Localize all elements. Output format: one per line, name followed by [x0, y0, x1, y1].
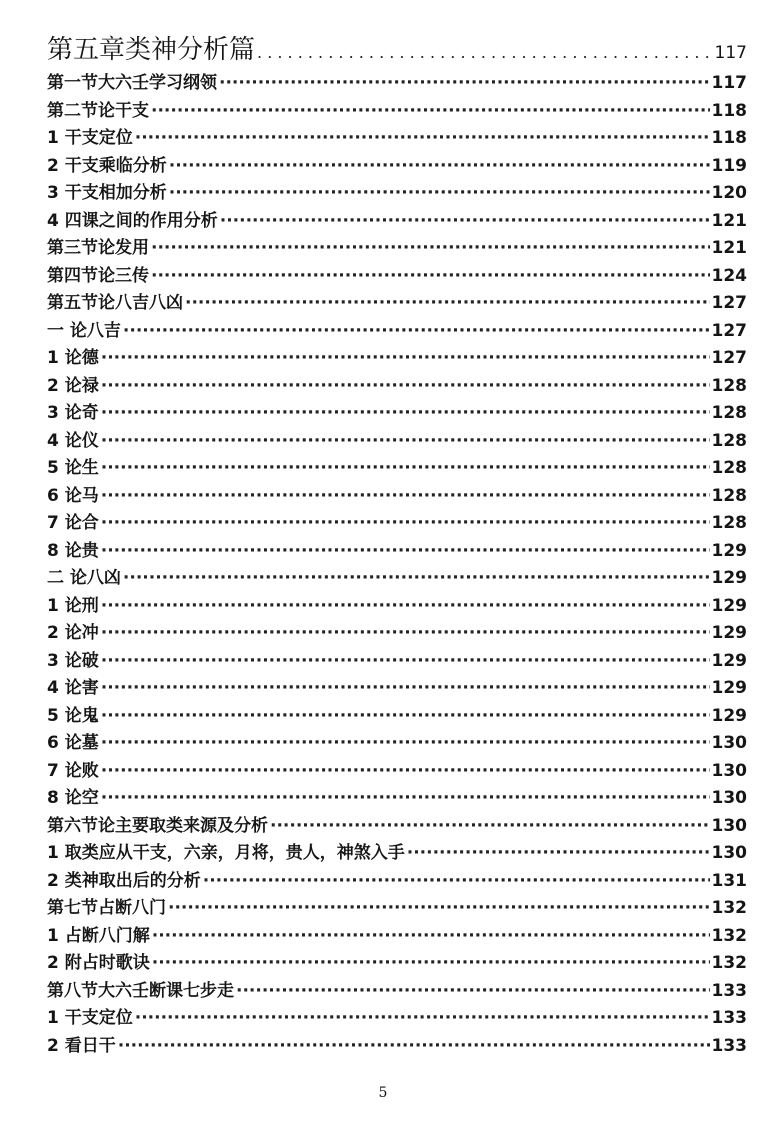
toc-entry-label: 4 论仪	[47, 430, 99, 451]
toc-entry-label: 6 论墓	[47, 733, 99, 753]
toc-entry[interactable]	[47, 263, 747, 291]
toc-entry[interactable]	[47, 1005, 747, 1033]
toc-entry-label: 第四节论三传	[47, 265, 149, 286]
toc-entry-page: 132	[711, 953, 747, 973]
toc-entry-page: 117	[714, 43, 747, 63]
toc-entry[interactable]	[47, 235, 747, 263]
toc-entry[interactable]	[47, 593, 747, 621]
toc-entry-page: 120	[711, 183, 747, 203]
toc-entry-page: 133	[711, 980, 747, 1001]
toc-entry[interactable]	[47, 785, 747, 813]
toc-dot-leader	[123, 565, 710, 593]
toc-entry-label: 第一节大六壬学习纲领	[47, 73, 217, 93]
toc-dot-leader	[151, 235, 710, 263]
toc-entry-label: 1 取类应从干支，六亲，月将，贵人，神煞入手	[47, 843, 405, 863]
toc-entry-page: 121	[711, 210, 747, 231]
toc-entry-label: 7 论败	[47, 760, 99, 781]
toc-entry-label: 3 论破	[47, 650, 99, 671]
toc-entry-label: 1 论德	[47, 348, 99, 368]
toc-entry[interactable]	[47, 98, 747, 126]
toc-entry-label: 1 论刑	[47, 595, 99, 616]
toc-entry[interactable]	[47, 125, 747, 153]
toc-entry-label: 第八节大六壬断课七步走	[47, 980, 234, 1001]
toc-entry[interactable]	[47, 483, 747, 511]
toc-entry-page: 130	[711, 733, 747, 753]
toc-entry[interactable]	[47, 1033, 747, 1061]
toc-entry-label: 1 占断八门解	[47, 925, 150, 946]
toc-entry-page: 129	[711, 623, 747, 643]
toc-entry[interactable]	[47, 758, 747, 786]
toc-entry-page: 129	[711, 650, 747, 671]
toc-dot-leader	[407, 840, 710, 868]
toc-entry-page: 130	[711, 843, 747, 863]
toc-dot-leader	[135, 1005, 710, 1033]
toc-dot-leader	[152, 950, 710, 978]
toc-entry[interactable]	[47, 895, 747, 923]
toc-entry-label: 7 论合	[47, 513, 99, 533]
toc-entry-page: 129	[711, 540, 747, 561]
toc-entry[interactable]	[47, 675, 747, 703]
toc-dot-leader	[101, 345, 710, 373]
toc-entry[interactable]	[47, 703, 747, 731]
toc-entry-label: 第二节论干支	[47, 100, 149, 121]
toc-dot-leader	[101, 730, 710, 758]
toc-entry-page: 128	[711, 513, 747, 533]
toc-entry-label: 第五节论八吉八凶	[47, 293, 183, 313]
toc-entry[interactable]	[47, 345, 747, 373]
toc-entry-page: 133	[711, 1008, 747, 1028]
toc-entry-page: 127	[711, 320, 747, 341]
toc-dot-leader	[101, 510, 710, 538]
toc-entry-page: 124	[711, 265, 747, 286]
toc-entry-label: 第七节占断八门	[47, 898, 166, 918]
toc-entry[interactable]	[47, 400, 747, 428]
toc-entry-page: 118	[711, 128, 747, 148]
toc-entry-label: 5 论生	[47, 458, 99, 478]
toc-dot-leader	[101, 758, 710, 786]
toc-dot-leader	[236, 978, 710, 1006]
toc-entry-label: 第五章类神分析篇	[47, 35, 256, 65]
toc-entry-page: 118	[711, 100, 747, 121]
toc-entry-page: 132	[711, 925, 747, 946]
toc-dot-leader	[185, 290, 710, 318]
toc-entry-label: 2 类神取出后的分析	[47, 870, 201, 891]
toc-entry[interactable]	[47, 373, 747, 401]
toc-entry-label: 二 论八凶	[47, 568, 121, 588]
toc-entry-page: 133	[711, 1035, 747, 1056]
toc-dot-leader	[270, 813, 710, 841]
toc-dot-leader	[203, 868, 710, 896]
toc-dot-leader	[101, 428, 710, 456]
toc-dot-leader	[220, 208, 710, 236]
toc-dot-leader	[101, 675, 710, 703]
toc-entry-page: 128	[711, 485, 747, 506]
toc-entry[interactable]	[47, 648, 747, 676]
toc-entry[interactable]	[47, 455, 747, 483]
toc-dot-leader	[169, 180, 710, 208]
toc-entry-label: 1 干支定位	[47, 128, 133, 148]
toc-dot-leader	[101, 785, 710, 813]
toc-entry[interactable]	[47, 730, 747, 758]
toc-entry-label: 一 论八吉	[47, 320, 121, 341]
toc-entry[interactable]	[47, 565, 747, 593]
toc-entry-label: 2 附占时歌诀	[47, 953, 150, 973]
toc-entry-label: 3 论奇	[47, 403, 99, 423]
toc-entry-label: 5 论鬼	[47, 705, 99, 726]
toc-entry-label: 1 干支定位	[47, 1008, 133, 1028]
toc-entry-label: 第六节论主要取类来源及分析	[47, 815, 268, 836]
toc-dot-leader	[118, 1033, 710, 1061]
toc-dot-leader	[135, 125, 710, 153]
toc-entry[interactable]	[47, 923, 747, 951]
toc-entry-label: 2 论禄	[47, 375, 99, 396]
toc-entry-page: 128	[711, 375, 747, 396]
toc-dot-leader	[151, 98, 710, 126]
toc-entry[interactable]	[47, 208, 747, 236]
toc-dot-leader	[152, 923, 710, 951]
toc-entry-page: 129	[711, 568, 747, 588]
toc-dot-leader	[123, 318, 710, 346]
toc-entry[interactable]	[47, 70, 747, 98]
toc-entry[interactable]	[47, 868, 747, 896]
toc-entry-label: 8 论空	[47, 788, 99, 808]
toc-entry-label: 2 看日干	[47, 1035, 116, 1056]
toc-entry-page: 127	[711, 293, 747, 313]
toc-entry-label: 2 论冲	[47, 623, 99, 643]
toc-entry-label: 3 干支相加分析	[47, 183, 167, 203]
toc-entry-label: 4 论害	[47, 678, 99, 698]
toc-entry-page: 130	[711, 788, 747, 808]
toc-entry[interactable]	[47, 510, 747, 538]
toc-entry-page: 130	[711, 760, 747, 781]
toc-entry-page: 121	[711, 238, 747, 258]
toc-dot-leader	[169, 153, 710, 181]
toc-dot-leader	[168, 895, 710, 923]
toc-dot-leader	[101, 648, 710, 676]
toc-dot-leader	[101, 538, 710, 566]
toc-entry[interactable]	[47, 813, 747, 841]
toc-entry[interactable]	[47, 290, 747, 318]
toc-entry-page: 128	[711, 458, 747, 478]
toc-dot-leader	[101, 373, 710, 401]
page-number: 5	[378, 1085, 388, 1101]
toc-entry-label: 4 四课之间的作用分析	[47, 210, 218, 231]
toc-entry-label: 2 干支乘临分析	[47, 155, 167, 176]
toc-entry-label: 第三节论发用	[47, 238, 149, 258]
toc-dot-leader	[101, 455, 710, 483]
toc-entry-label: 6 论马	[47, 485, 99, 506]
toc-entry-page: 128	[711, 430, 747, 451]
toc-entry-label: 8 论贵	[47, 540, 99, 561]
toc-dot-leader	[101, 483, 710, 511]
toc-entry[interactable]	[47, 153, 747, 181]
toc-entry[interactable]	[47, 428, 747, 456]
toc-entry[interactable]	[47, 950, 747, 978]
toc-entry-page: 132	[711, 898, 747, 918]
toc-entry-page: 129	[711, 595, 747, 616]
toc-dot-leader	[101, 400, 710, 428]
toc-entry[interactable]	[47, 318, 747, 346]
toc-entry-page: 128	[711, 403, 747, 423]
toc-entry-page: 130	[711, 815, 747, 836]
toc-entry-page: 117	[711, 73, 747, 93]
toc-dot-leader	[101, 703, 710, 731]
toc-dot-leader	[257, 30, 713, 73]
toc-entry-page: 129	[711, 678, 747, 698]
toc-entry-page: 127	[711, 348, 747, 368]
toc-entry-page: 131	[711, 870, 747, 891]
toc-entry[interactable]	[47, 840, 747, 868]
table-of-contents	[47, 30, 747, 1060]
toc-entry[interactable]	[47, 538, 747, 566]
toc-chapter-entry[interactable]	[47, 30, 747, 70]
toc-dot-leader	[219, 70, 710, 98]
toc-entry-page: 129	[711, 705, 747, 726]
toc-dot-leader	[101, 593, 710, 621]
toc-entry-page: 119	[711, 155, 747, 176]
toc-dot-leader	[151, 263, 710, 291]
toc-dot-leader	[101, 620, 710, 648]
toc-entry[interactable]	[47, 978, 747, 1006]
toc-entry[interactable]	[47, 620, 747, 648]
toc-entry[interactable]	[47, 180, 747, 208]
